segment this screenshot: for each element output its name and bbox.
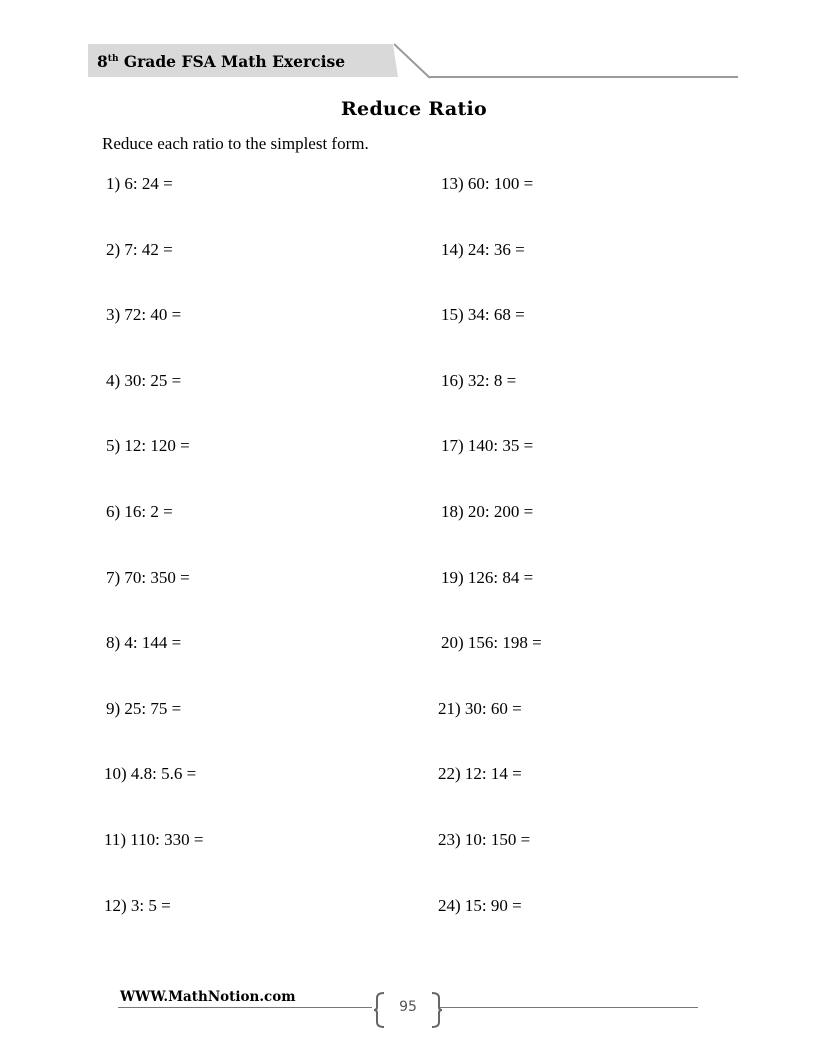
problem-item: 13) 60: 100 = [441,174,534,193]
problem-item: 7) 70: 350 = [106,568,190,587]
problem-item: 11) 110: 330 = [104,830,204,849]
right-bracket-icon [430,992,442,1028]
left-bracket-icon [374,992,386,1028]
page-title: Reduce Ratio [340,98,488,120]
problem-item: 24) 15: 90 = [438,896,522,915]
problem-item: 15) 34: 68 = [441,305,525,324]
instructions: Reduce each ratio to the simplest form. [102,134,369,153]
problem-item: 14) 24: 36 = [441,240,525,259]
page-number: 95 [399,999,417,1015]
problem-item: 18) 20: 200 = [441,502,534,521]
problem-item: 19) 126: 84 = [441,568,534,587]
problem-item: 21) 30: 60 = [438,699,522,718]
header-rule [430,76,738,78]
problem-item: 22) 12: 14 = [438,764,522,783]
problem-item: 4) 30: 25 = [106,371,182,390]
problem-item: 2) 7: 42 = [106,240,173,259]
problem-item: 23) 10: 150 = [438,830,531,849]
problem-item: 20) 156: 198 = [441,633,542,652]
problem-item: 12) 3: 5 = [104,896,171,915]
problem-item: 10) 4.8: 5.6 = [104,764,197,783]
grade-number: 8 [97,52,108,71]
footer-rule-left [118,1007,372,1008]
footer-rule-right [440,1007,698,1008]
problem-item: 5) 12: 120 = [106,436,190,455]
header-title-text: Grade FSA Math Exercise [118,52,346,71]
header-banner-edge [394,42,440,80]
problem-item: 16) 32: 8 = [441,371,517,390]
header-title [97,52,345,71]
grade-suffix: th [107,54,119,64]
problem-item: 6) 16: 2 = [106,502,173,521]
problem-item: 3) 72: 40 = [106,305,182,324]
problem-item: 9) 25: 75 = [106,699,182,718]
problem-item: 8) 4: 144 = [106,633,182,652]
footer-website: WWW.MathNotion.com [120,989,296,1005]
problem-item: 17) 140: 35 = [441,436,534,455]
problem-item: 1) 6: 24 = [106,174,173,193]
